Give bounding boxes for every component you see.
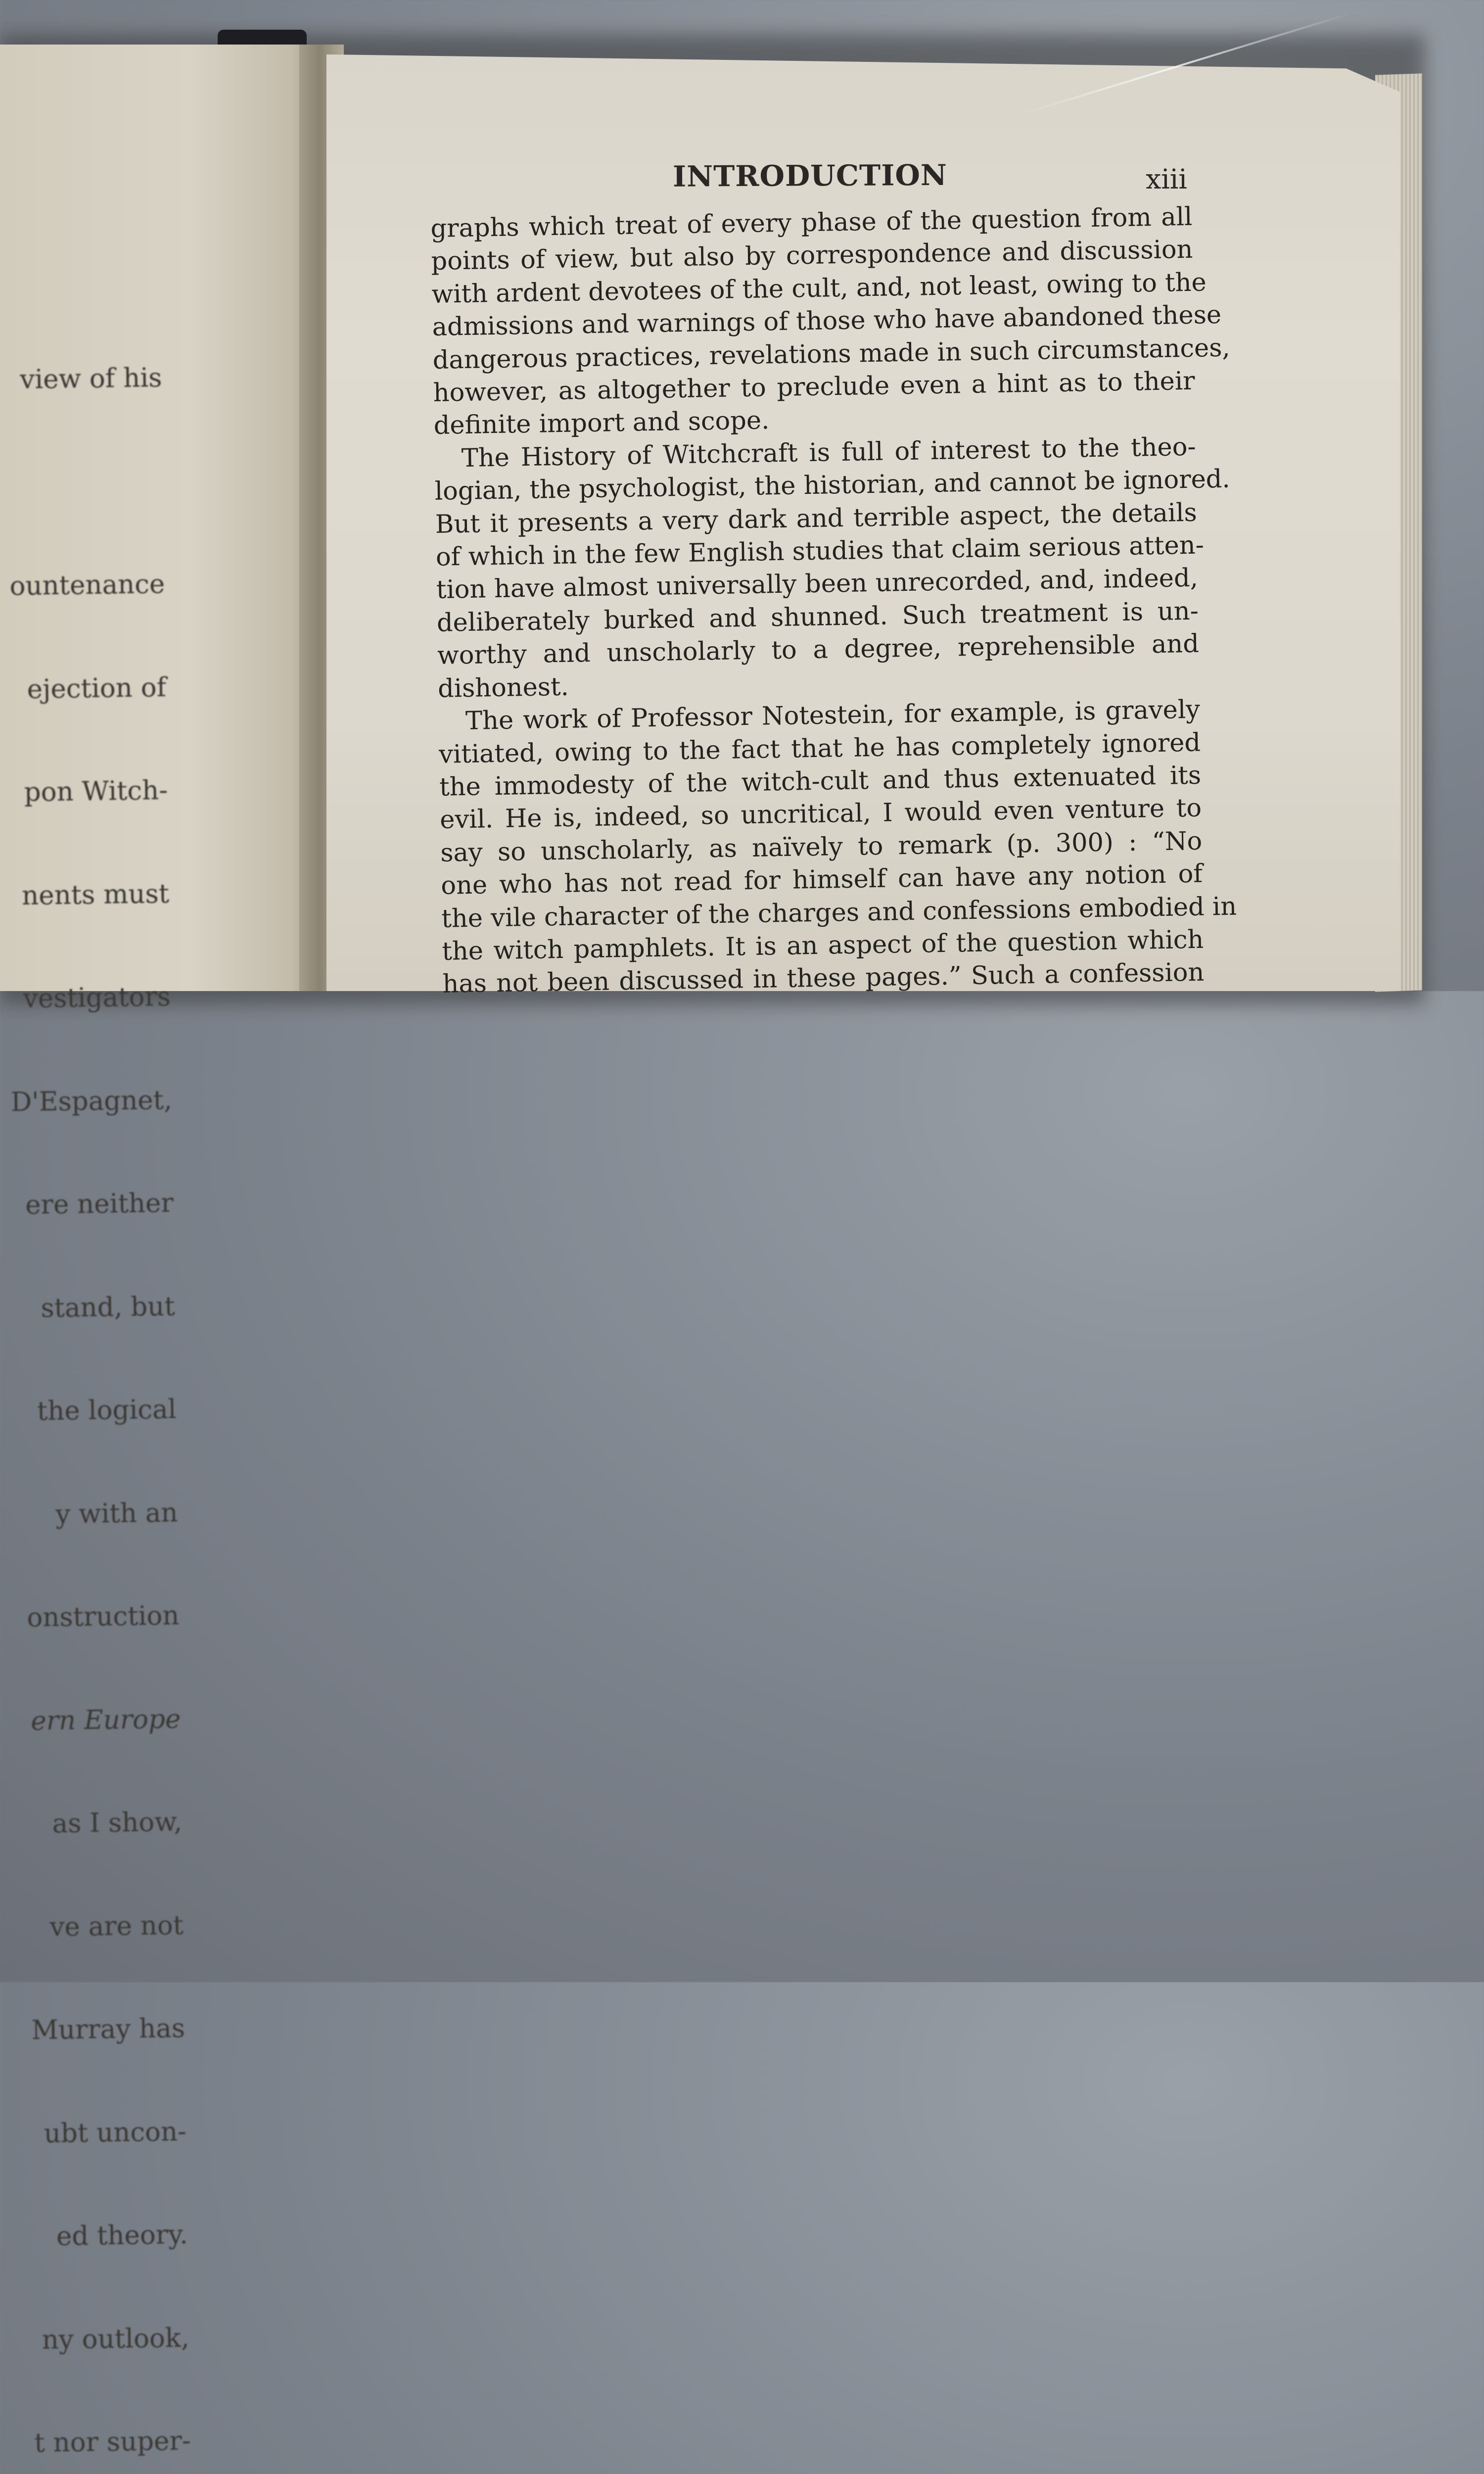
left-line: vestigators	[23, 981, 171, 1014]
left-line: Murray has	[31, 2013, 186, 2046]
running-head: INTRODUCTION	[672, 158, 948, 193]
text-line: worthy and unscholarly to a degree, reprehensible and	[437, 629, 1200, 671]
page-number: xiii	[1146, 163, 1187, 195]
left-line: ejection of	[27, 672, 167, 705]
text-line: one who has not read for himself can have any notion of	[440, 859, 1203, 901]
left-line: y with an	[55, 1497, 178, 1529]
left-line: view of his	[19, 362, 162, 395]
text-line: of which in the few English studies that claim serious atten-	[435, 530, 1205, 572]
text-line: tion have almost universally been unrecorded, and, indeed,	[436, 564, 1199, 605]
left-line: ve are not	[49, 1910, 184, 1942]
left-page	[0, 45, 317, 2458]
left-line: onstruction	[26, 1600, 180, 1633]
left-line: as I show,	[52, 1807, 183, 1839]
text-line: But it presents a very dark and terrible aspect, the details	[435, 498, 1198, 539]
text-line: definite import and scope.	[433, 406, 770, 441]
text-line: say so unscholarly, as naïvely to remark (p. 300) : “No	[440, 826, 1203, 868]
body-text	[430, 201, 1237, 1001]
left-line: t nor super-	[34, 2426, 191, 2458]
text-line: has not been discussed in these pages.” Such a confession	[442, 957, 1205, 999]
left-line: ern Europe	[30, 1704, 181, 1736]
left-page-text	[0, 292, 193, 2474]
text-line: graphs which treat of every phase of the question from all	[430, 202, 1193, 243]
text-line: however, as altogether to preclude even a hint as to their	[433, 366, 1195, 408]
left-line: ubt uncon-	[44, 2116, 187, 2149]
text-line: dishonest.	[437, 672, 569, 704]
text-line: the immodesty of the witch-cult and thus extenuated its	[439, 761, 1202, 802]
text-line: deliberately burked and shunned. Such treatment is un-	[436, 596, 1199, 638]
text-line: the vile character of the charges and confessions embodied in	[441, 892, 1237, 934]
text-line: with ardent devotees of the cult, and, not least, owing to the	[431, 268, 1207, 309]
left-line: ny outlook,	[42, 2323, 190, 2355]
text-line: logian, the psychologist, the historian, and cannot be ignored.	[434, 464, 1231, 507]
left-line: D'Espagnet,	[10, 1085, 173, 1117]
text-line: evil. He is, indeed, so uncritical, I would even venture to	[439, 793, 1202, 835]
text-line: points of view, but also by correspondence and discussion	[431, 235, 1193, 277]
left-line: pon Witch-	[24, 775, 168, 808]
left-line: ed theory.	[56, 2219, 188, 2252]
left-line: the logical	[37, 1394, 177, 1427]
left-line: stand, but	[41, 1291, 176, 1324]
text-line: dangerous practices, revelations made in such circumstances,	[432, 333, 1231, 375]
text-line: The History of Witchcraft is full of interest to the theo-	[461, 432, 1197, 473]
left-line: ountenance	[9, 569, 165, 602]
text-line: admissions and warnings of those who have abandoned these	[432, 300, 1222, 342]
left-line	[0, 464, 164, 500]
text-line: the witch pamphlets. It is an aspect of the question which	[441, 925, 1204, 966]
left-line: nents must	[21, 878, 170, 911]
text-line: The work of Professor Notestein, for example, is gravely	[465, 695, 1201, 736]
left-line: ere neither	[25, 1188, 174, 1220]
text-line: vitiated, owing to the fact that he has completely ignored	[438, 728, 1201, 769]
